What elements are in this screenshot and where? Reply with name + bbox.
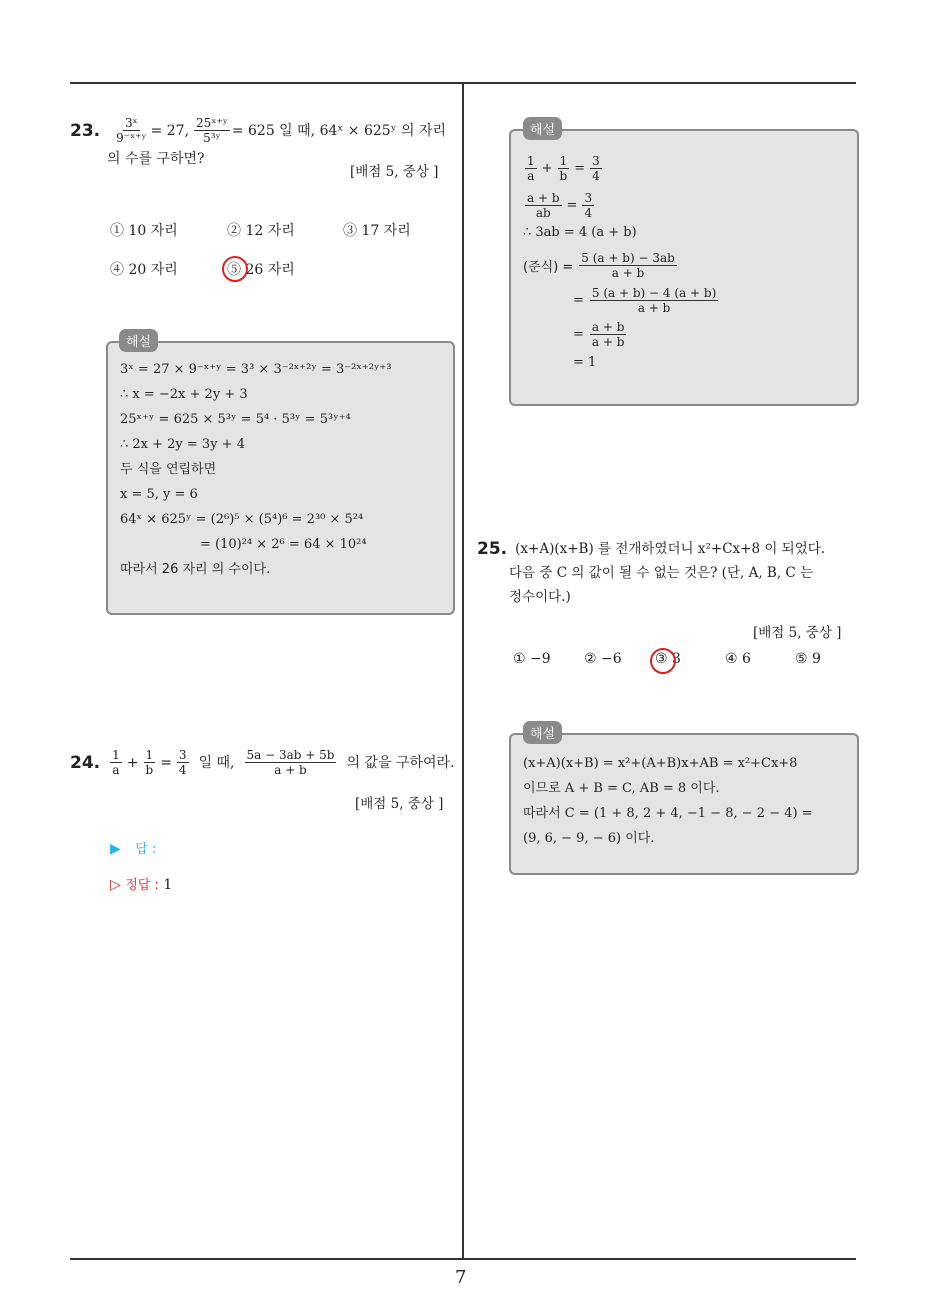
q24-s4-num: 5 (a + b) − 3ab [581, 250, 675, 265]
q24-number: 24. [70, 752, 101, 773]
q24-s5-den: a + b [637, 300, 671, 315]
q23-sol-line-4: ∴ 2x + 2y = 3y + 4 [120, 437, 245, 452]
q25-solution-tag: 해설 [523, 721, 562, 744]
page-number: 7 [455, 1267, 467, 1288]
q23-sol-line-2: ∴ x = −2x + 2y + 3 [120, 387, 248, 402]
q23-choice-5[interactable]: ⑤ 26 자리 [227, 262, 295, 278]
q24-f2-num: 1 [145, 748, 154, 762]
q24-s2-c: = [566, 197, 578, 213]
q23-sol-line-5: 두 식을 연립하면 [120, 462, 217, 477]
q24-frac-2 [144, 748, 156, 777]
question-25 [477, 537, 862, 609]
q24-s2-a: a + b [527, 190, 560, 205]
q25-solution-box [509, 733, 859, 875]
q23-solution-box [106, 341, 455, 615]
q24-answer-row [110, 838, 156, 857]
q24-s2-e: 4 [584, 205, 593, 220]
q23-sol-line-6: x = 5, y = 6 [120, 487, 198, 502]
q25-number: 25. [477, 539, 508, 559]
q23-answer-circle [222, 256, 248, 282]
q23-f1-rhs: = 27, [150, 122, 190, 139]
q24-correct-marker: ▷ [110, 877, 121, 893]
q24-sol-line-3: ∴ 3ab = 4 (a + b) [523, 225, 637, 240]
q24-s1-f: = [574, 160, 586, 176]
q24-s6-num: a + b [591, 319, 625, 334]
q23-choice-4[interactable]: ④ 20 자리 [110, 262, 178, 278]
q23-choice-2[interactable]: ② 12 자리 [227, 223, 295, 239]
q25-choice-3[interactable]: ③ 3 [655, 651, 681, 667]
q25-answer-circle [650, 648, 676, 674]
q24-answer-label: 답 : [135, 842, 157, 857]
q24-tail: 의 값을 구하여라. [346, 754, 455, 771]
q23-sol-line-8: = (10)²⁴ × 2⁶ = 64 × 10²⁴ [200, 537, 367, 552]
q24-f2-den: b [145, 763, 154, 777]
column-divider [462, 82, 464, 1258]
q25-sol-line-3: 따라서 C = (1 + 8, 2 + 4, −1 − 8, − 2 − 4) = [523, 806, 813, 821]
q24-s4-den: a + b [611, 265, 645, 280]
q23-score: [배점 5, 중상 ] [350, 164, 439, 180]
q23-solution-tag: 해설 [119, 329, 158, 352]
q24-line1 [70, 748, 458, 777]
q24-correct-row [110, 874, 172, 893]
q23-sol-line-9: 따라서 26 자리 의 수이다. [120, 562, 271, 577]
q23-fraction-2 [194, 116, 230, 145]
q23-line1 [70, 116, 455, 145]
q23-f1-num: 3ˣ [124, 116, 138, 130]
q24-s5-num: 5 (a + b) − 4 (a + b) [591, 285, 717, 300]
q25-line2: 다음 중 C 의 값이 될 수 없는 것은? (단, A, B, C 는 [509, 565, 814, 581]
q23-line2: 의 수를 구하면? [107, 151, 205, 167]
q24-s1-c: + [541, 160, 553, 176]
q23-sol-line-1: 3ˣ = 27 × 9⁻ˣ⁺ʸ = 3³ × 3⁻²ˣ⁺²ʸ = 3⁻²ˣ⁺²ʸ⁺³ [120, 362, 392, 377]
q24-score: [배점 5, 중상 ] [355, 796, 444, 812]
q24-sol-line-6: = $\frac{a + b}{a + b}$ [573, 319, 625, 349]
q24-s6-den: a + b [591, 334, 625, 349]
q24-sol-line-1 [523, 149, 720, 187]
q24-f1-num: 1 [112, 748, 120, 762]
q23-choice-3[interactable]: ③ 17 자리 [343, 223, 411, 239]
q24-f1-den: a [112, 763, 120, 777]
q24-sol-line-7: = 1 [573, 355, 597, 370]
q23-sol-line-7: 64ˣ × 625ʸ = (2⁶)⁵ × (5⁴)⁶ = 2³⁰ × 5²⁴ [120, 512, 364, 527]
q24-mid: 일 때, [198, 754, 235, 771]
q25-choice-2[interactable]: ② −6 [584, 651, 622, 667]
q24-f3-num: 3 [178, 748, 187, 762]
q24-s1-e: b [559, 168, 568, 183]
q24-s1-h: 4 [592, 168, 600, 183]
q24-plus: + [126, 754, 139, 771]
q25-line3: 정수이다.) [509, 589, 571, 605]
q24-frac-3 [177, 748, 189, 777]
q24-s2-d: 3 [584, 190, 593, 205]
q24-s1-d: 1 [559, 153, 568, 168]
q23-f1-den: 9⁻ˣ⁺ʸ [116, 131, 147, 145]
q24-solution-tag: 해설 [523, 117, 562, 140]
q24-s2-b: ab [535, 205, 551, 220]
q23-choice-1[interactable]: ① 10 자리 [110, 223, 178, 239]
q23-sol-line-3: 25ˣ⁺ʸ = 625 × 5³ʸ = 5⁴ · 5³ʸ = 5³ʸ⁺⁴ [120, 412, 351, 427]
q24-s1-a: 1 [527, 153, 535, 168]
q24-s1-g: 3 [592, 153, 600, 168]
q24-f4-num: 5a − 3ab + 5b [246, 748, 335, 762]
q23-fraction-1 [114, 116, 148, 145]
q24-sol-line-5: = $\frac{5 (a + b) - 4 (a + b)}{a + b}$ [573, 285, 717, 315]
q24-correct-label: 정답 : [125, 878, 159, 893]
q24-frac-4 [245, 748, 337, 777]
q24-sol-line-4 [523, 247, 720, 283]
q24-eq: = [160, 754, 172, 771]
q24-correct-value: 1 [163, 877, 173, 893]
q25-sol-line-2: 이므로 A + B = C, AB = 8 이다. [523, 781, 720, 796]
q24-s4-label: (준식) = [523, 259, 574, 275]
q24-frac-1 [110, 748, 122, 777]
q25-line1: (x+A)(x+B) 를 전개하였더니 x²+Cx+8 이 되었다. [515, 541, 826, 557]
q23-f2-den: 5³ʸ [203, 131, 221, 145]
q23-number: 23. [70, 120, 101, 141]
q25-sol-line-4: (9, 6, − 9, − 6) 이다. [523, 831, 655, 846]
q24-sol-line-2 [523, 187, 720, 223]
question-24 [70, 748, 458, 777]
q25-sol-line-1: (x+A)(x+B) = x²+(A+B)x+AB = x²+Cx+8 [523, 756, 798, 771]
q24-f4-den: a + b [274, 763, 307, 777]
q24-f3-den: 4 [178, 763, 187, 777]
q25-score: [배점 5, 중상 ] [753, 625, 842, 641]
q23-f2-rhs: = 625 일 때, 64ˣ × 625ʸ 의 자리 [231, 122, 447, 139]
q25-choice-4[interactable]: ④ 6 [725, 651, 751, 667]
bottom-rule [70, 1258, 856, 1260]
q25-choice-5[interactable]: ⑤ 9 [795, 651, 821, 667]
q25-choice-1[interactable]: ① −9 [513, 651, 551, 667]
q24-answer-marker: ▶ [110, 841, 121, 857]
q24-solution-box [509, 129, 859, 406]
q24-s1-b: a [527, 168, 535, 183]
q23-f2-num: 25ˣ⁺ʸ [196, 116, 228, 130]
